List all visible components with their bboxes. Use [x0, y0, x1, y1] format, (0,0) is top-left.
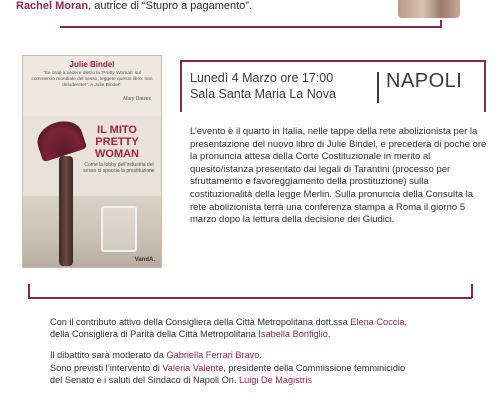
person-name: Gabriella Ferrari Bravo: [166, 350, 260, 361]
person-name: Valeria Valente: [162, 362, 224, 373]
person-name: Luigi De Magistris: [238, 374, 312, 385]
contrib-line: [50, 362, 480, 374]
contrib-text: del Senato e i saluti del Sindaco di Napoli On.: [50, 374, 239, 385]
event-bracket-right: [484, 60, 486, 112]
event-description: L’evento è il quarto in Italia, nelle tappe della rete abolizionista per la presentazione del nuovo libro di Julie Bindel, e precederà di poche ore la pronuncia attesa della Corte Costituzionale in merito al quesito/istanza presentato dai legali di Tarantini (processo per sfruttamento e favoreggiamento della prostituzione) sulla costituzionalità della legge Merlin. Sulla pronuncia della Consulta la rete abolizionista terrà una conferenza stampa a Roma il giorno 5 marzo dopo la lettura della decisione dei Giudici.: [190, 126, 487, 226]
cover-title-line: WOMAN: [95, 148, 139, 160]
cover-quote-source: Mary Dawes: [123, 96, 151, 102]
contrib-text: .: [259, 350, 262, 361]
divider-right: [471, 284, 473, 298]
contrib-text: della Consigliera di Parità della Città Metropolitana: [50, 329, 259, 340]
contrib-text: Il dibattito sarà moderato da: [50, 350, 167, 361]
speaker-caption-rest: , autrice di “Stupro a pagamento”.: [88, 0, 253, 12]
city-separator: [377, 72, 379, 103]
event-venue: Sala Santa Maria La Nova: [190, 87, 336, 101]
contrib-text: Con il contributo attivo della Consigliera della Città Metropolitana dott.ssa: [50, 317, 351, 327]
person-name: Elena Coccia: [350, 317, 405, 327]
section-divider: [28, 297, 472, 299]
contrib-line: [50, 349, 480, 361]
event-bracket-top: [180, 60, 485, 62]
top-photo: [398, 0, 460, 18]
divider-left: [28, 284, 30, 298]
contrib-line: [50, 316, 480, 328]
event-bracket-left: [180, 60, 182, 112]
contrib-text: , presidente della Commissione femminicidio: [223, 362, 406, 373]
speaker-caption: [16, 0, 252, 12]
contrib-line: [50, 374, 480, 386]
contrib-text: ,: [404, 317, 407, 327]
cover-title-line: IL MITO: [97, 124, 137, 136]
event-datetime: [190, 70, 336, 102]
cover-title-line: PRETTY: [95, 136, 139, 148]
figure-illustration: [59, 156, 73, 266]
person-name: Isabella Bonfiglio: [258, 329, 328, 340]
event-date: Lunedì 4 Marzo ore 17:00: [190, 71, 334, 85]
spacer: [50, 340, 480, 349]
cover-subtitle: Come la lobby dell’industria del sesso ci spaccia la prostituzione: [83, 162, 155, 174]
contrib-line: [50, 328, 480, 340]
speaker-name: Rachel Moran: [16, 0, 89, 12]
cover-title: [79, 124, 155, 160]
top-strip: [0, 0, 500, 30]
cover-author: Julie Bindel: [69, 60, 115, 69]
book-cover: [22, 55, 162, 268]
cover-publisher: VandA.: [134, 257, 155, 263]
top-rule-tick: [440, 20, 442, 28]
contrib-text: Sono previsti l’intervento di: [50, 362, 163, 373]
chair-illustration: [101, 206, 137, 252]
cover-quote: “Se oraè a vedere dietro la ‘Pretty Woman’ sul commercio mondiale del sesso, leggete questo libro: non deluderete!”. A Julie Bindel”.: [31, 71, 153, 88]
top-rule: [60, 26, 440, 28]
event-city: NAPOLI: [386, 70, 463, 92]
contrib-text: .: [327, 329, 331, 340]
contributions-block: [50, 316, 480, 386]
